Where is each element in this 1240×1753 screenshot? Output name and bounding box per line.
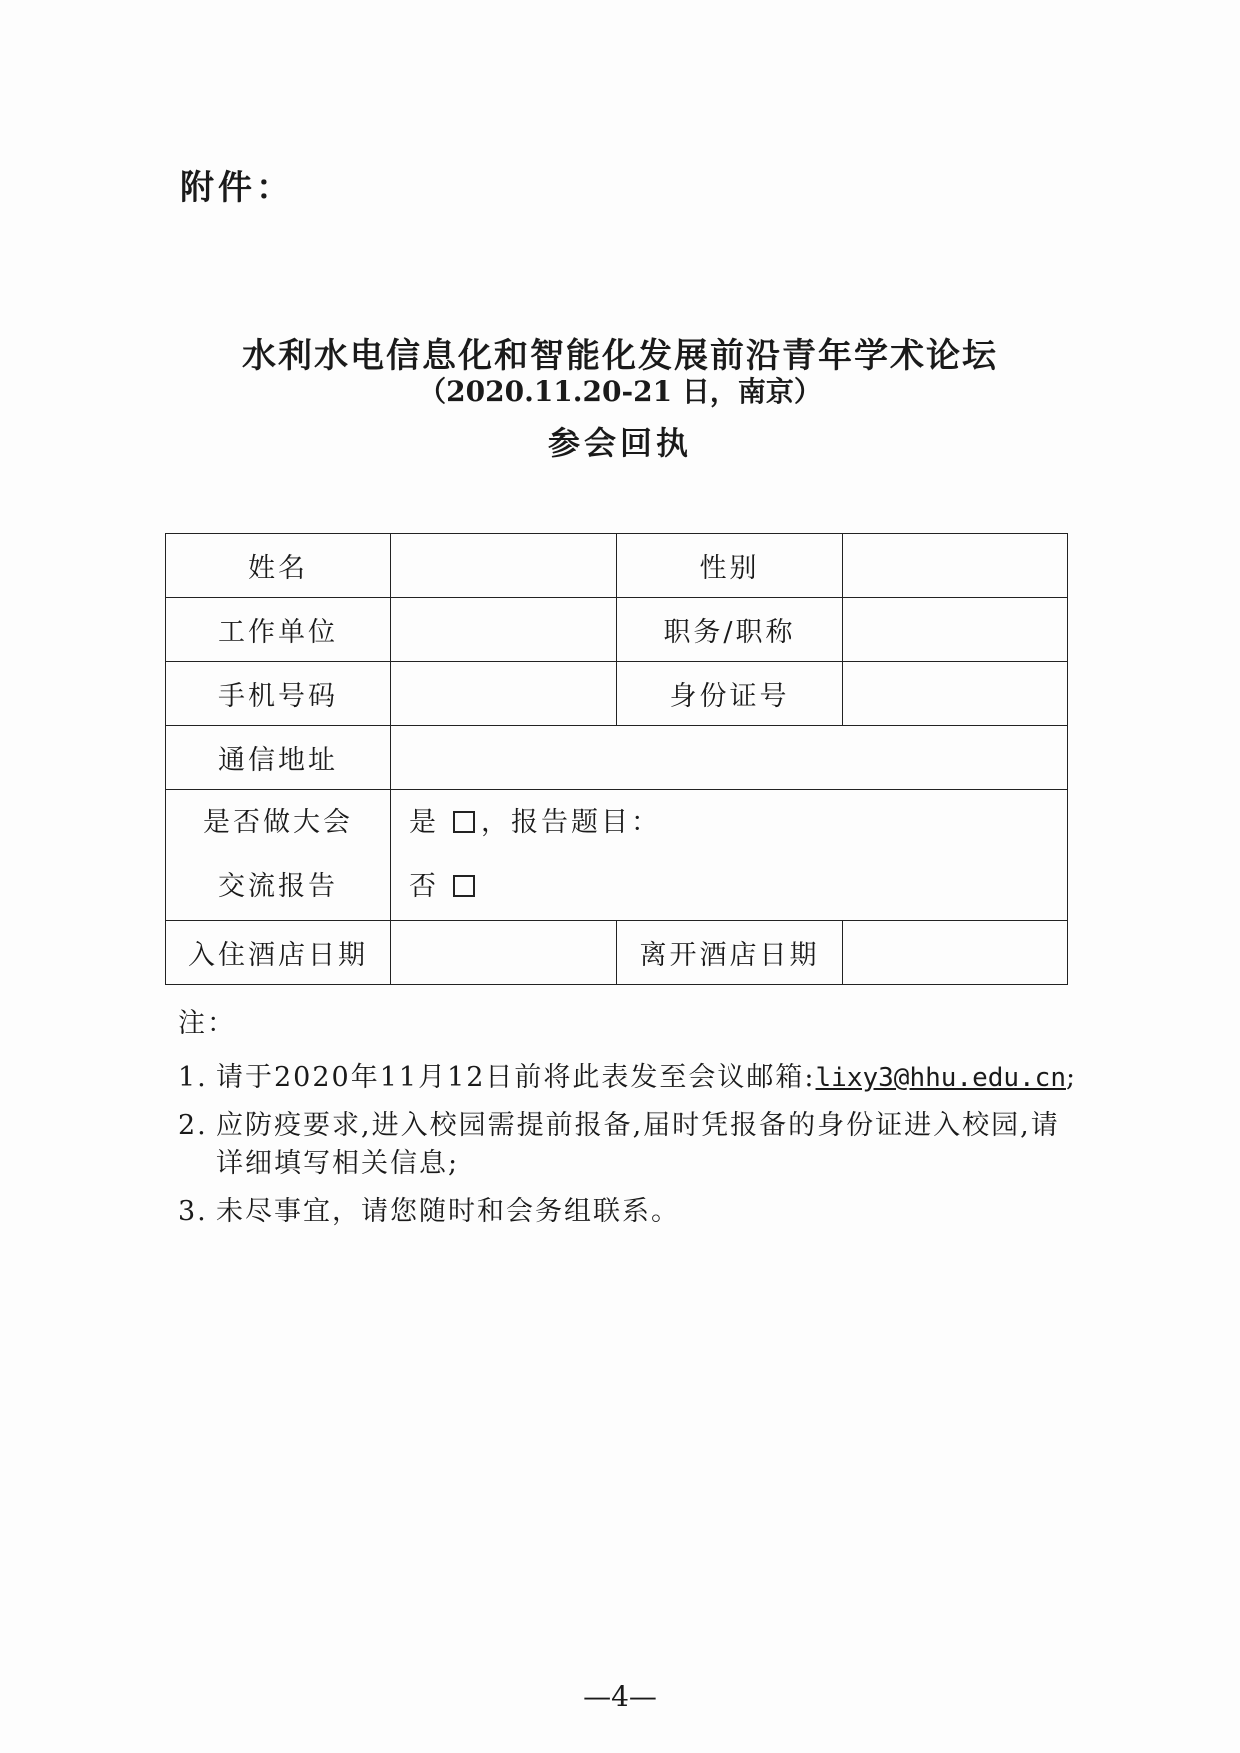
address-label: 通信地址 bbox=[166, 726, 391, 790]
position-label: 职务/职称 bbox=[617, 598, 843, 662]
report-no-label: 否 bbox=[409, 871, 439, 902]
gender-label: 性别 bbox=[617, 534, 843, 598]
form-row-report bbox=[166, 790, 1068, 921]
form-row-phone bbox=[166, 662, 1068, 726]
report-no-checkbox[interactable] bbox=[453, 875, 475, 897]
checkout-label: 离开酒店日期 bbox=[617, 921, 843, 985]
note-item-3 bbox=[178, 1193, 1078, 1231]
note-number: 3. bbox=[178, 1196, 208, 1227]
id-number-field[interactable] bbox=[843, 662, 1068, 726]
form-row-name bbox=[166, 534, 1068, 598]
email-link[interactable]: lixy3@hhu.edu.cn bbox=[815, 1063, 1066, 1093]
report-yes-label: 是 bbox=[409, 807, 439, 838]
phone-label: 手机号码 bbox=[166, 662, 391, 726]
employer-label: 工作单位 bbox=[166, 598, 391, 662]
report-question-label bbox=[166, 790, 391, 921]
position-field[interactable] bbox=[843, 598, 1068, 662]
note-number: 1. bbox=[178, 1062, 208, 1093]
employer-field[interactable] bbox=[391, 598, 617, 662]
report-topic-label: ，报告题目： bbox=[481, 807, 661, 838]
gender-field[interactable] bbox=[843, 534, 1068, 598]
report-label-line1: 是否做大会 bbox=[203, 807, 353, 838]
note-3-text: 未尽事宜，请您随时和会务组联系。 bbox=[216, 1196, 680, 1227]
report-no-option bbox=[409, 855, 1067, 919]
report-yes-option bbox=[409, 791, 1067, 855]
forum-date-place: （2020.11.20-21 日，南京） bbox=[418, 375, 822, 408]
report-label-line2: 交流报告 bbox=[218, 871, 338, 902]
id-number-label: 身份证号 bbox=[617, 662, 843, 726]
checkin-field[interactable] bbox=[391, 921, 617, 985]
checkin-label: 入住酒店日期 bbox=[166, 921, 391, 985]
registration-form-table bbox=[165, 533, 1068, 985]
phone-field[interactable] bbox=[391, 662, 617, 726]
note-1-end: ; bbox=[1065, 1062, 1078, 1093]
report-options bbox=[391, 790, 1068, 921]
note-1-text: 请于2020年11月12日前将此表发至会议邮箱: bbox=[216, 1062, 816, 1093]
address-field[interactable] bbox=[391, 726, 1068, 790]
notes-heading: 注： bbox=[178, 1008, 236, 1039]
report-yes-checkbox[interactable] bbox=[453, 811, 475, 833]
note-2-text: 应防疫要求,进入校园需提前报备,届时凭报备的身份证进入校园,请详细填写相关信息; bbox=[216, 1110, 1060, 1179]
notes-section bbox=[178, 1005, 1078, 1241]
page-number: —4— bbox=[583, 1680, 657, 1713]
note-text bbox=[216, 1059, 1077, 1097]
form-row-employer bbox=[166, 598, 1068, 662]
checkout-field[interactable] bbox=[843, 921, 1068, 985]
note-number: 2. bbox=[178, 1110, 208, 1141]
note-item-2 bbox=[178, 1107, 1078, 1183]
note-item-1 bbox=[178, 1059, 1078, 1097]
forum-title: 水利水电信息化和智能化发展前沿青年学术论坛 bbox=[242, 336, 998, 376]
name-label: 姓名 bbox=[166, 534, 391, 598]
form-title: 参会回执 bbox=[547, 424, 692, 462]
name-field[interactable] bbox=[391, 534, 617, 598]
form-row-address bbox=[166, 726, 1068, 790]
form-row-hotel bbox=[166, 921, 1068, 985]
attachment-label: 附件： bbox=[180, 168, 294, 208]
